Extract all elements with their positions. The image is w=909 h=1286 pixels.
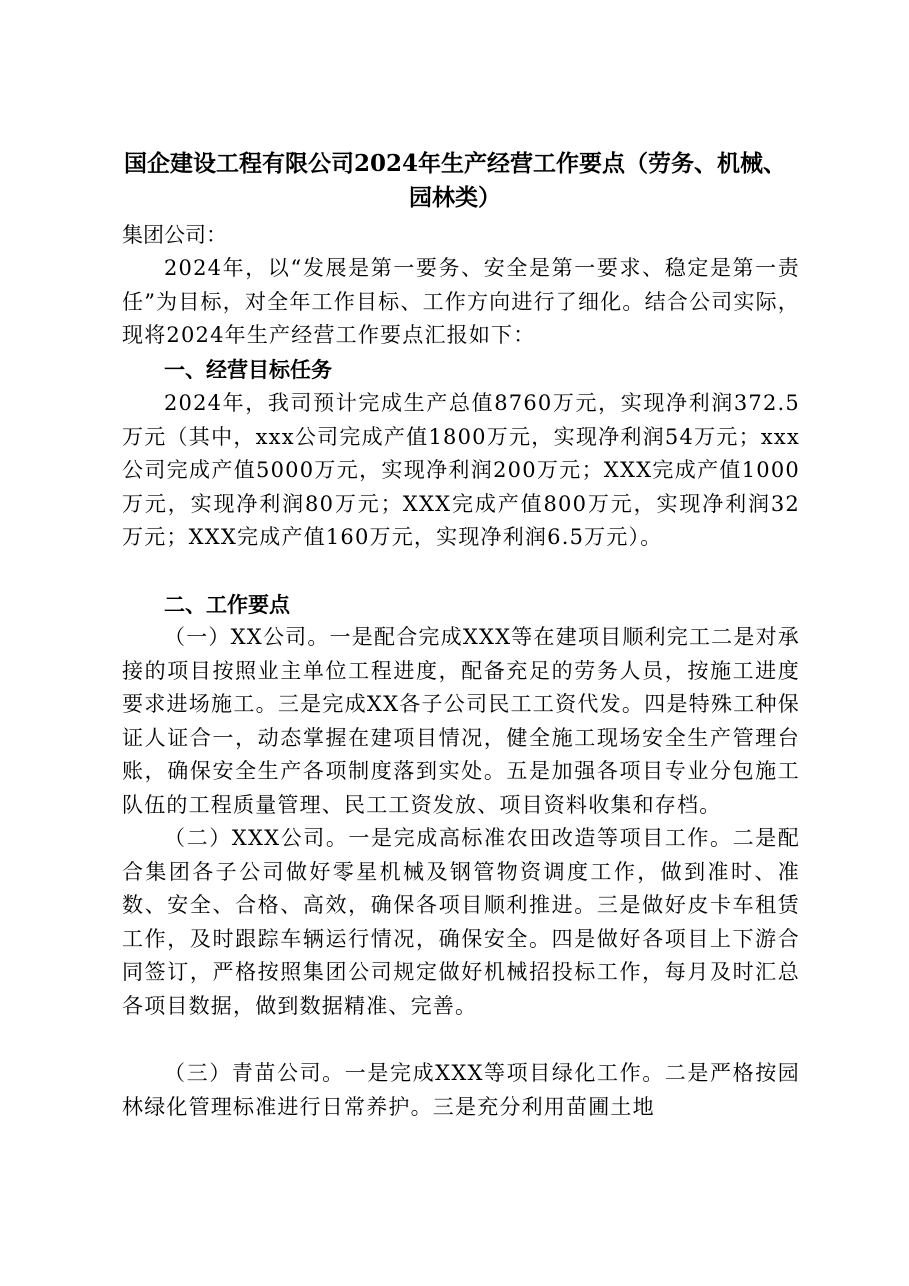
work-item-2: （二）XXX公司。一是完成高标准农田改造等项目工作。二是配合集团各子公司做好零星机械及钢管物资调度工作，做到准时、准数、安全、合格、高效，确保各项目顺利推进。三是做好皮卡车租赁工作，及时跟踪车辆运行情况，确保安全。四是做好各项目上下游合同签订，严格按照集团公司规定做好机械招投标工作，每月及时汇总各项目数据，做到数据精准、完善。 — [122, 826, 800, 1018]
document-title-line-1: 国企建设工程有限公司2024年生产经营工作要点（劳务、机械、 — [123, 150, 786, 177]
intro-paragraph: 2024年，以“发展是第一要务、安全是第一要求、稳定是第一责任”为目标，对全年工作目标、工作方向进行了细化。结合公司实际，现将2024年生产经营工作要点汇报如下： — [122, 256, 800, 348]
salutation: 集团公司： — [122, 223, 227, 247]
work-item-3: （三）青苗公司。一是完成XXX等项目绿化工作。二是严格按园林绿化管理标准进行日常养护。三是充分利用苗圃土地 — [122, 1061, 800, 1119]
section-heading-work-points: 二、工作要点 — [164, 592, 290, 617]
work-item-1: （一）XX公司。一是配合完成XXX等在建项目顺利完工二是对承接的项目按照业主单位工程进度，配备充足的劳务人员，按施工进度要求进场施工。三是完成XX各子公司民工工资代发。四是特殊工种保证人证合一，动态掌握在建项目情况，健全施工现场安全生产管理台账，确保安全生产各项制度落到实处。五是加强各项目专业分包施工队伍的工程质量管理、民工工资发放、项目资料收集和存档。 — [122, 625, 800, 817]
section-heading-targets: 一、经营目标任务 — [164, 357, 332, 382]
document-title-line-2: 园林类） — [409, 184, 501, 211]
targets-paragraph: 2024年，我司预计完成生产总值8760万元，实现净利润372.5万元（其中，xxx公司完成产值1800万元，实现净利润54万元；xxx公司完成产值5000万元，实现净利润200万元；XXX完成产值1000万元，实现净利润80万元；XXX完成产值800万元，实现净利润32万元；XXX完成产值160万元，实现净利润6.5万元）。 — [122, 391, 800, 550]
